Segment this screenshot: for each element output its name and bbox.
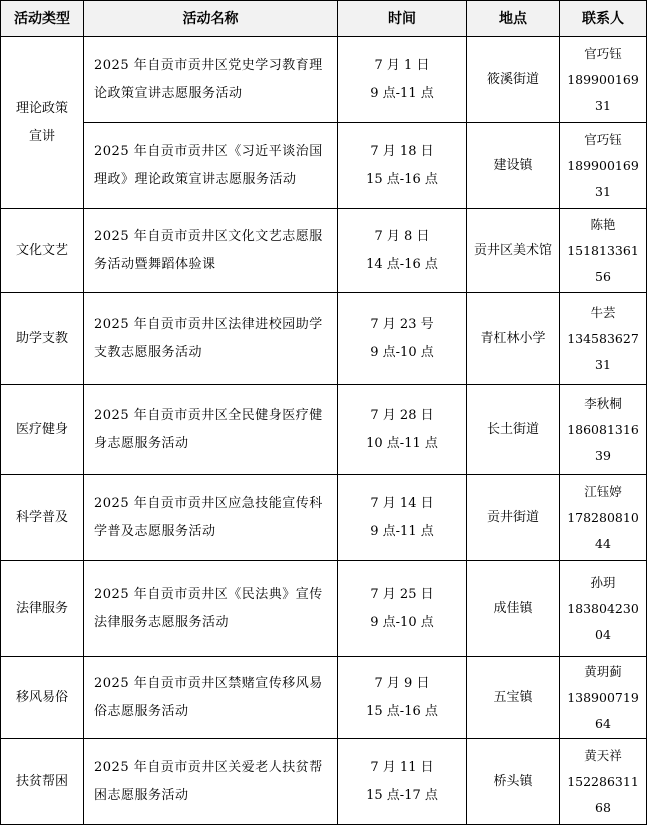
activity-hours: 9 点-10 点	[370, 344, 434, 360]
time-cell	[338, 561, 467, 657]
contact-cell	[560, 37, 647, 123]
contact-name: 官巧钰	[584, 131, 622, 147]
activity-location: 青杠林小学	[467, 293, 560, 385]
contact-phone-part1: 183804230	[567, 600, 639, 616]
contact-phone-part1: 152286311	[567, 773, 639, 789]
table-row	[1, 657, 647, 739]
contact-phone-part2: 31	[595, 356, 611, 372]
time-cell	[338, 657, 467, 739]
contact-cell	[560, 293, 647, 385]
contact-cell	[560, 123, 647, 209]
activity-hours: 9 点-11 点	[370, 523, 434, 539]
activity-date: 7 月 28 日	[370, 407, 434, 423]
activity-name: 2025 年自贡市贡井区党史学习教育理论政策宣讲志愿服务活动	[84, 37, 338, 123]
activity-name: 2025 年自贡市贡井区文化文艺志愿服务活动暨舞蹈体验课	[84, 209, 338, 293]
contact-phone-part2: 31	[595, 183, 611, 199]
activity-date: 7 月 14 日	[370, 495, 434, 511]
time-cell	[338, 209, 467, 293]
contact-cell	[560, 475, 647, 561]
activity-date: 7 月 11 日	[370, 759, 434, 775]
contact-name: 李秋桐	[584, 395, 622, 411]
contact-phone-part2: 04	[595, 626, 611, 642]
table-row	[1, 385, 647, 475]
time-cell	[338, 293, 467, 385]
activity-location: 五宝镇	[467, 657, 560, 739]
contact-phone-part1: 151813361	[567, 242, 639, 258]
activity-location: 长土街道	[467, 385, 560, 475]
activity-name: 2025 年自贡市贡井区全民健身医疗健身志愿服务活动	[84, 385, 338, 475]
time-cell	[338, 385, 467, 475]
contact-phone-part2: 56	[595, 268, 611, 284]
contact-phone-part1: 134583627	[567, 330, 639, 346]
contact-name: 黄玥蓟	[584, 663, 622, 679]
activity-date: 7 月 25 日	[370, 586, 434, 602]
contact-cell	[560, 209, 647, 293]
contact-name: 牛芸	[590, 304, 616, 320]
contact-phone-part2: 31	[595, 97, 611, 113]
contact-name: 孙玥	[590, 574, 616, 590]
table-row	[1, 561, 647, 657]
activity-name: 2025 年自贡市贡井区《习近平谈治国理政》理论政策宣讲志愿服务活动	[84, 123, 338, 209]
contact-name: 江钰婷	[584, 483, 622, 499]
activity-name: 2025 年自贡市贡井区应急技能宣传科学普及志愿服务活动	[84, 475, 338, 561]
contact-phone-part2: 64	[595, 715, 611, 731]
activity-location: 桥头镇	[467, 739, 560, 825]
time-cell	[338, 123, 467, 209]
contact-phone-part2: 68	[595, 799, 611, 815]
contact-phone-part2: 44	[595, 535, 611, 551]
header-name: 活动名称	[84, 1, 338, 37]
activity-location: 建设镇	[467, 123, 560, 209]
category-cell: 理论政策宣讲	[1, 37, 84, 209]
header-contact: 联系人	[560, 1, 647, 37]
contact-cell	[560, 657, 647, 739]
activity-hours: 9 点-10 点	[370, 614, 434, 630]
header-category: 活动类型	[1, 1, 84, 37]
header-row	[1, 1, 647, 37]
category-cell: 助学支教	[1, 293, 84, 385]
category-cell: 扶贫帮困	[1, 739, 84, 825]
activity-date: 7 月 9 日	[374, 675, 430, 691]
activity-date: 7 月 18 日	[370, 143, 434, 159]
contact-phone-part1: 189900169	[567, 157, 639, 173]
activity-hours: 9 点-11 点	[370, 85, 434, 101]
header-time: 时间	[338, 1, 467, 37]
activity-date: 7 月 1 日	[374, 57, 430, 73]
contact-name: 黄天祥	[584, 747, 622, 763]
contact-phone-part1: 186081316	[567, 421, 639, 437]
activity-hours: 15 点-16 点	[366, 703, 438, 719]
time-cell	[338, 37, 467, 123]
activity-hours: 15 点-16 点	[366, 171, 438, 187]
activity-location: 贡井区美术馆	[467, 209, 560, 293]
activity-hours: 10 点-11 点	[366, 435, 438, 451]
contact-cell	[560, 385, 647, 475]
activity-location: 筱溪街道	[467, 37, 560, 123]
table-row	[1, 123, 647, 209]
contact-phone-part1: 178280810	[567, 509, 639, 525]
activity-name: 2025 年自贡市贡井区《民法典》宣传法律服务志愿服务活动	[84, 561, 338, 657]
table-row	[1, 209, 647, 293]
activity-name: 2025 年自贡市贡井区法律进校园助学支教志愿服务活动	[84, 293, 338, 385]
activity-location: 成佳镇	[467, 561, 560, 657]
contact-phone-part1: 189900169	[567, 71, 639, 87]
activity-name: 2025 年自贡市贡井区禁赌宣传移风易俗志愿服务活动	[84, 657, 338, 739]
category-cell: 文化文艺	[1, 209, 84, 293]
contact-name: 官巧钰	[584, 45, 622, 61]
table-row	[1, 475, 647, 561]
activity-date: 7 月 23 号	[370, 316, 434, 332]
contact-name: 陈艳	[590, 216, 616, 232]
time-cell	[338, 475, 467, 561]
activity-location: 贡井街道	[467, 475, 560, 561]
activity-hours: 15 点-17 点	[366, 787, 438, 803]
category-cell: 医疗健身	[1, 385, 84, 475]
activity-date: 7 月 8 日	[374, 228, 430, 244]
contact-phone-part2: 39	[595, 447, 611, 463]
table-row	[1, 37, 647, 123]
header-location: 地点	[467, 1, 560, 37]
activity-name: 2025 年自贡市贡井区关爱老人扶贫帮困志愿服务活动	[84, 739, 338, 825]
category-cell: 法律服务	[1, 561, 84, 657]
category-cell: 移风易俗	[1, 657, 84, 739]
contact-phone-part1: 138900719	[567, 689, 639, 705]
activity-hours: 14 点-16 点	[366, 256, 438, 272]
category-cell: 科学普及	[1, 475, 84, 561]
table-row	[1, 293, 647, 385]
contact-cell	[560, 561, 647, 657]
